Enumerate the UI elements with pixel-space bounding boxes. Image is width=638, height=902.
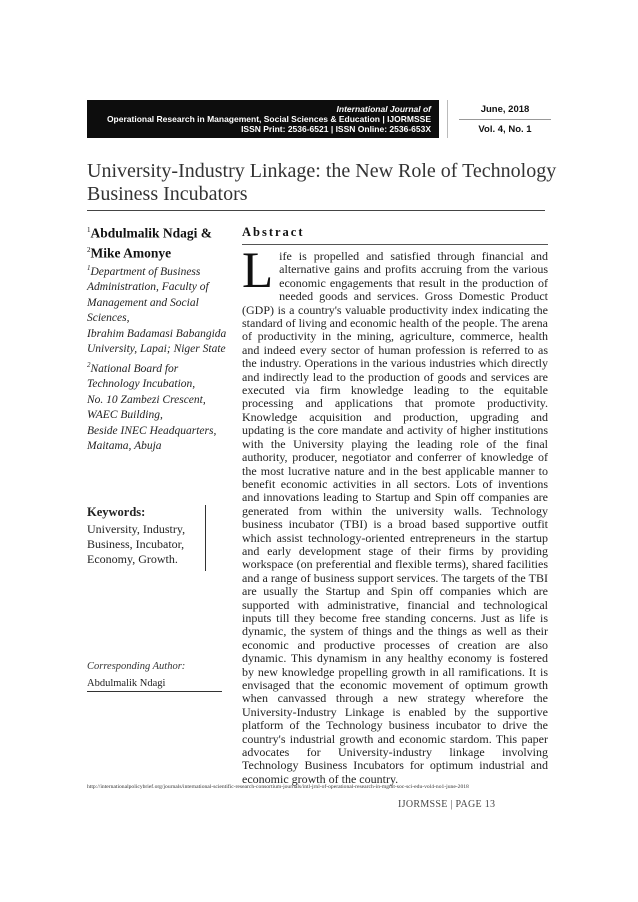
journal-name-line2: Operational Research in Management, Social Sciences & Education | IJORMSSE	[106, 114, 431, 124]
author-block	[87, 222, 237, 455]
affiliation-1-line: Sciences,	[87, 312, 130, 325]
affiliation-1	[87, 261, 237, 358]
affiliation-1-line: Ibrahim Badamasi Babangida	[87, 327, 227, 340]
drop-cap: L	[242, 243, 274, 299]
author-2-name: Mike Amonye	[90, 245, 172, 260]
corresponding-author	[87, 660, 222, 694]
author-2	[87, 242, 237, 262]
affiliation-2-line: No. 10 Zambezi Crescent,	[87, 393, 206, 406]
journal-banner	[87, 100, 439, 138]
affiliation-2-line: WAEC Building,	[87, 409, 163, 422]
issue-divider	[459, 119, 551, 120]
author-1-name: Abdulmalik Ndagi &	[90, 225, 213, 241]
abstract-body	[242, 243, 548, 786]
corresponding-author-name: Abdulmalik Ndagi	[87, 678, 166, 689]
affiliation-1-line: University, Lapai; Niger State	[87, 343, 226, 356]
issue-volume: Vol. 4, No. 1	[478, 124, 532, 135]
affiliation-1-sup: 1	[87, 264, 91, 272]
author-2-sup: 2	[87, 245, 91, 254]
abstract-text: ife is propelled and satisfied through financial and alternative gains and profits accruing from the various economic engagements that result in the production of needed goods and services. Gross Domestic Product (GDP) is a country's valuable productivity index indicating the standard of living and economic health of the people. The arena of productivity in the mining, agriculture, commerce, health and indeed every sector of human profession is referred to as the industry. Operations in the various industries which directly and indirectly lead to the production of goods and services are executed via firm knowledge leading to the equitable processing and applications that promote productivity. Knowledge acquisition and production, upgrading and updating is the core mandate and activity of higher institutions with the University playing the leading role of the final authority, producer, negotiator and conferrer of knowledge of the most lucrative nature and in the best applicable manner to benefit economic activities in all sectors. Lots of inventions and innovations leading to Startup and Spin off companies are generated from within the university walls. Technology business incubator (TBI) is a broad based supportive outfit which assist technology-oriented entrepreneurs in the startup and early development stage of their firms by providing workspace (on preferential and flexible terms), shared facilities and a range of business support services. The targets of the TBI are usually the Startup and Spin off companies which are supported with administrative, financial and technological inputs till they become free standing concerns. Just as life is dynamic, the system of things and the things as well as their economic and productive processes of creation are also dynamic. This dynamism in any healthy economy is fostered by new knowledge propelling growth in all ramifications. It is envisaged that the economic movement of optimum growth when canvassed through a new strategy wherefore the University-Industry Linkage is enabled by the supportive platform of the Technology business incubator to drive the country's industrial growth and economic stardom. This paper advocates for University-industry linkage involving Technology Business Incubators for optimum industrial and economic growth of the country.	[242, 249, 548, 786]
title-rule	[87, 210, 545, 211]
issue-separator	[447, 100, 448, 138]
author-1	[87, 222, 237, 242]
issue-date: June, 2018	[480, 104, 530, 115]
keywords-text: University, Industry, Business, Incubator, Economy, Growth.	[87, 522, 186, 566]
affiliation-2-line: National Board for	[90, 362, 179, 375]
abstract-rule	[242, 244, 548, 245]
paper-title: University-Industry Linkage: the New Role of Technology Business Incubators	[87, 160, 557, 205]
issue-info	[455, 100, 555, 138]
corresponding-rule	[87, 691, 222, 692]
article-url[interactable]: http://internationalpolicybrief.org/journals/international-scientific-research-consortium-journals/intl-jrnl-of-operational-research-in-mgmt-soc-sci-edu-vol4-no1-june-2018	[87, 784, 469, 790]
affiliation-2-line: Beside INEC Headquarters,	[87, 424, 217, 437]
corresponding-author-label: Corresponding Author:	[87, 661, 186, 672]
affiliation-2	[87, 358, 237, 455]
journal-name-line1: International Journal of	[336, 104, 431, 114]
affiliation-2-line: Maitama, Abuja	[87, 440, 162, 453]
abstract-heading: Abstract	[242, 225, 305, 239]
affiliation-1-line: Department of Business	[90, 265, 201, 278]
page-footer: IJORMSSE | PAGE 13	[398, 799, 496, 810]
keywords-box	[87, 505, 206, 571]
issn-line: ISSN Print: 2536-6521 | ISSN Online: 2536-653X	[241, 124, 431, 134]
affiliation-1-line: Administration, Faculty of	[87, 281, 209, 294]
affiliation-2-line: Technology Incubation,	[87, 378, 196, 391]
affiliation-2-sup: 2	[87, 360, 91, 369]
keywords-title: Keywords:	[87, 505, 146, 519]
author-1-sup: 1	[87, 226, 91, 234]
affiliation-1-line: Management and Social	[87, 296, 199, 309]
